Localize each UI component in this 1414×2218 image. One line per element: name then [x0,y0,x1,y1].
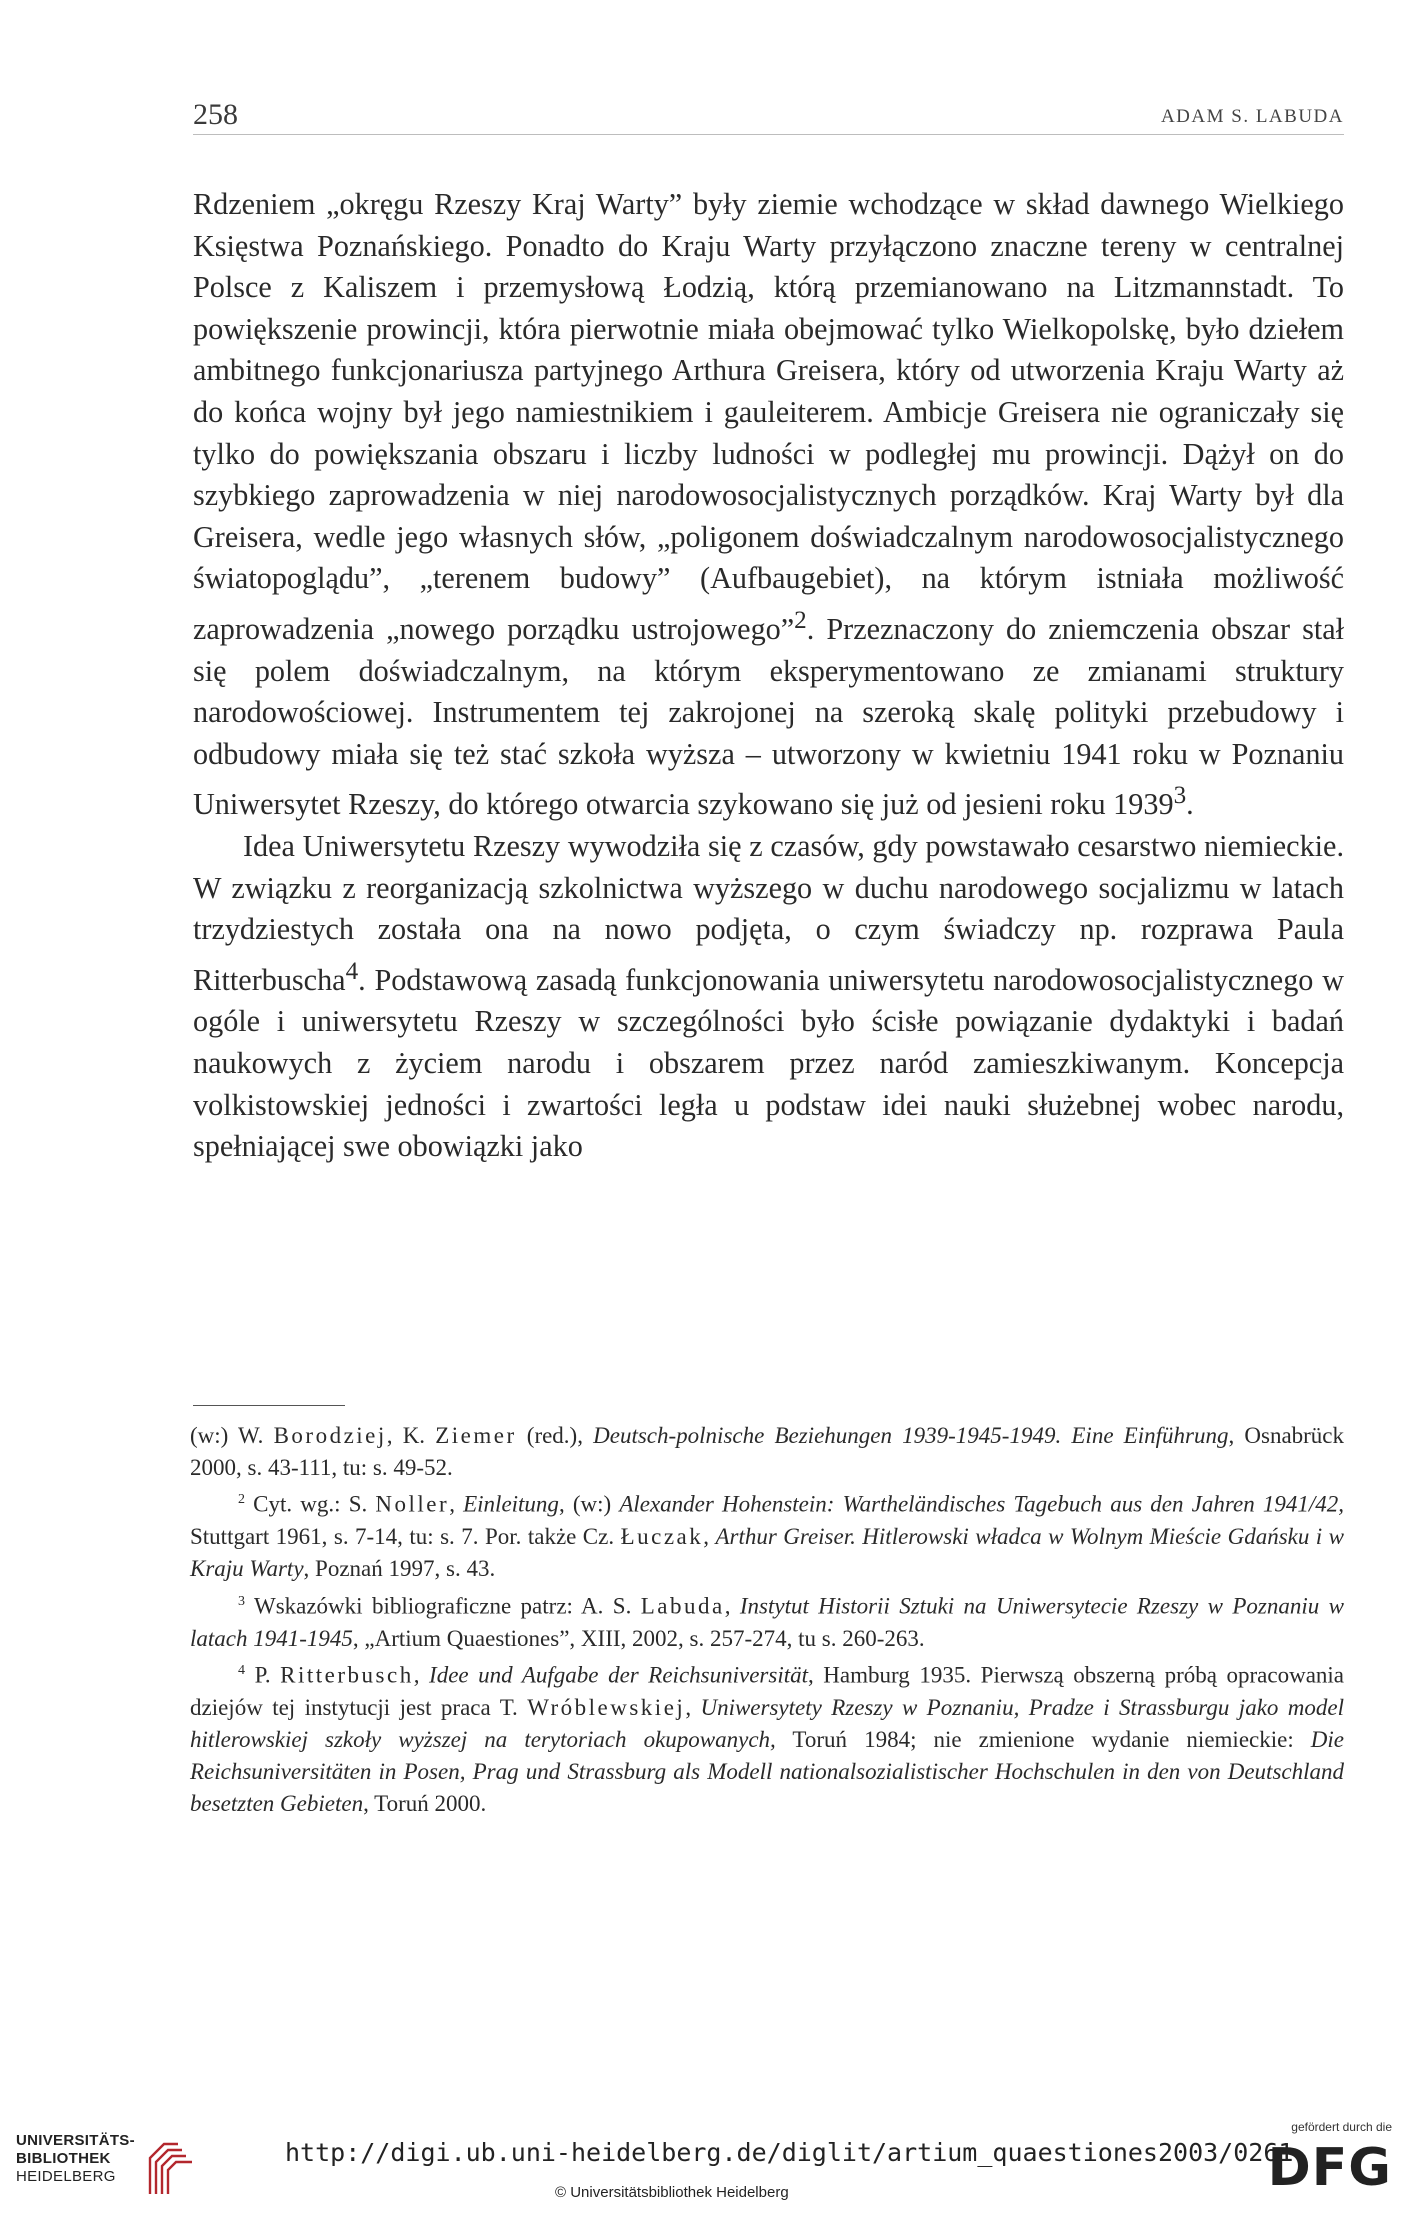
paragraph-text: . [1186,787,1194,822]
work-title: Uniwersytety Rzeszy w Poznaniu, Pradze i Strassburgu jako model hitlerowskiej szkoły wyższej na terytoriach okupowanych, [190,1694,1345,1752]
footnote-text: Stuttgart 1961, s. 7-14, tu: s. 7. Por. także Cz. [190,1524,621,1550]
footnote-continuation [190,1420,1344,1484]
footnote-text: P. [245,1662,281,1688]
footnote-divider [193,1405,345,1406]
footnote-text: , [703,1524,716,1550]
footnote-text: , Osnabrück 2000, s. 43-111, tu: s. 49-52. [190,1423,1345,1481]
footnote-text: , (w:) [558,1492,620,1518]
footnote-text: , [685,1694,701,1720]
library-name-line: BIBLIOTHEK [16,2150,111,2167]
footnote-text: (red.), [516,1423,594,1448]
footnote-text: , K. [386,1423,436,1448]
paragraph [193,826,1344,1168]
paragraph-text: Idea Uniwersytetu Rzeszy wywodziła się z czasów, gdy powstawało cesarstwo niemieckie. W związku z reorganizacją szkolnictwa wyższego w duchu narodowego socjalizmu w latach trzydziestych została ona na nowo podjęta, o czym świadczy np. rozprawa Paula Ritterbuscha [193,829,1344,997]
work-title: Einleitung [463,1492,559,1518]
footnote-text: , [449,1492,464,1518]
library-name-line: HEIDELBERG [16,2168,116,2185]
library-name-line: UNIVERSITÄTS- [16,2132,135,2149]
footnote-text: , Poznań 1997, s. 43. [303,1556,496,1582]
footnote-2 [190,1484,1344,1585]
footnote-text: , [724,1593,740,1619]
footnote-text: Toruń 1984; nie zmienione wydanie niemieckie: [775,1726,1311,1752]
work-title: Alexander Hohenstein: Wartheländisches Tagebuch aus den Jahren 1941/42, [619,1492,1344,1518]
author-name: Ritterbusch [280,1662,414,1688]
footnote-ref[interactable]: 4 [345,957,359,985]
footnote-ref[interactable]: 3 [1173,782,1187,810]
footnote-ref[interactable]: 2 [794,606,807,634]
author-name: Noller [375,1492,450,1518]
author-name: Łuczak [620,1524,704,1550]
dfg-logo[interactable] [1267,2120,1392,2210]
footnote-text: Cyt. wg.: S. [245,1492,376,1518]
work-title: Idee und Aufgabe der Reichsuniversität [429,1662,808,1688]
footnote-number: 4 [238,1662,245,1678]
work-title: Die Reichsuniversitäten in Posen, Prag und Strassburg als Modell nationalsozialistischer Hochschulen in den von Deutschland besetzten Gebieten [190,1726,1344,1817]
footnote-number: 3 [238,1593,245,1609]
footnote-4 [190,1655,1344,1821]
page-header [193,98,1344,135]
footnote-3 [190,1586,1344,1655]
digitization-footer [0,2110,1414,2218]
copyright-text: © Universitätsbibliothek Heidelberg [555,2184,789,2201]
footnote-number: 2 [238,1492,245,1508]
work-title: Arthur Greiser. Hitlerowski władca w Wolnym Mieście Gdańsku i w Kraju Warty [190,1524,1344,1582]
paragraph-text: . Podstawową zasadą funkcjonowania uniwersytetu narodowosocjalistycznego w ogóle i uniwersytetu Rzeszy w szczególności było ścisłe powiązanie dydaktyki i badań naukowych z życiem narodu i obszarem przez naród zamieszkiwanym. Koncepcja volkistowskiej jedności i zwartości legła u podstaw idei nauki służebnej wobec narodu, spełniającej swe obowiązki jako [193,962,1344,1164]
footnote-text: , [413,1662,430,1688]
author-name: Wróblewskiej [527,1694,686,1720]
library-emblem-icon [142,2132,202,2202]
source-url-link[interactable]: http://digi.ub.uni-heidelberg.de/diglit/artium_quaestiones2003/0261 [285,2138,1294,2167]
body-text [193,184,1344,1168]
library-logo[interactable] [16,2132,206,2206]
work-title: Instytut Historii Sztuki na Uniwersytecie Rzeszy w Poznaniu w latach 1941-1945 [190,1593,1344,1651]
paragraph-text: Rdzeniem „okręgu Rzeszy Kraj Warty” były ziemie wchodzące w skład dawnego Wielkiego Księstwa Poznańskiego. Ponadto do Kraju Warty przyłączono znaczne tereny w centralnej Polsce z Kaliszem i przemysłową Łodzią, którą przemianowano na Litzmannstadt. To powiększenie prowincji, która pierwotnie miała obejmować tylko Wielkopolskę, było dziełem ambitnego funkcjonariusza partyjnego Arthura Greisera, który od utworzenia Kraju Warty aż do końca wojny był jego namiestnikiem i gauleiterem. Ambicje Greisera nie ograniczały się tylko do powiększania obszaru i liczby ludności w podległej mu prowincji. Dążył on do szybkiego zaprowadzenia w niej narodowosocjalistycznych porządków. Kraj Warty był dla Greisera, wedle jego własnych słów, „poligonem doświadczalnym narodowosocjalistycznego światopoglądu”, „terenem budowy” (Aufbaugebiet), na którym istniała możliwość zaprowadzenia „nowego porządku ustrojowego” [193,187,1344,646]
paragraph-text: . Przeznaczony do zniemczenia obszar stał się polem doświadczalnym, na którym eksperymentowano ze zmianami struktury narodowościowej. Instrumentem tej zakrojonej na szeroką skalę polityki przebudowy i odbudowy miała się też stać szkoła wyższa – utworzony w kwietniu 1941 roku w Poznaniu Uniwersytet Rzeszy, do którego otwarcia szykowano się już od jesieni roku 1939 [193,612,1344,822]
page-number: 258 [193,98,238,131]
footnote-text: , Hamburg 1935. Pierwszą obszerną próbą opracowania dziejów tej instytucji jest praca T. [190,1662,1345,1720]
footnote-text: Wskazówki bibliograficzne patrz: A. S. [245,1593,641,1619]
footnote-text: (w:) W. [190,1423,274,1448]
footnote-text: , „Artium Quaestiones”, XIII, 2002, s. 257-274, tu s. 260-263. [352,1625,925,1651]
author-name: Ziemer [435,1423,517,1448]
dfg-caption: gefördert durch die [1291,2120,1392,2134]
library-name [16,2132,135,2186]
author-name: Borodziej [273,1423,387,1448]
author-name: Labuda [640,1593,725,1619]
footnotes [190,1420,1344,1820]
dfg-wordmark: DFG [1267,2138,1392,2198]
running-head: ADAM S. LABUDA [1160,106,1344,127]
work-title: Deutsch-polnische Beziehungen 1939-1945-1949. Eine Einführung [593,1423,1229,1448]
paragraph [193,184,1344,826]
footnote-text: , Toruń 2000. [363,1791,487,1817]
